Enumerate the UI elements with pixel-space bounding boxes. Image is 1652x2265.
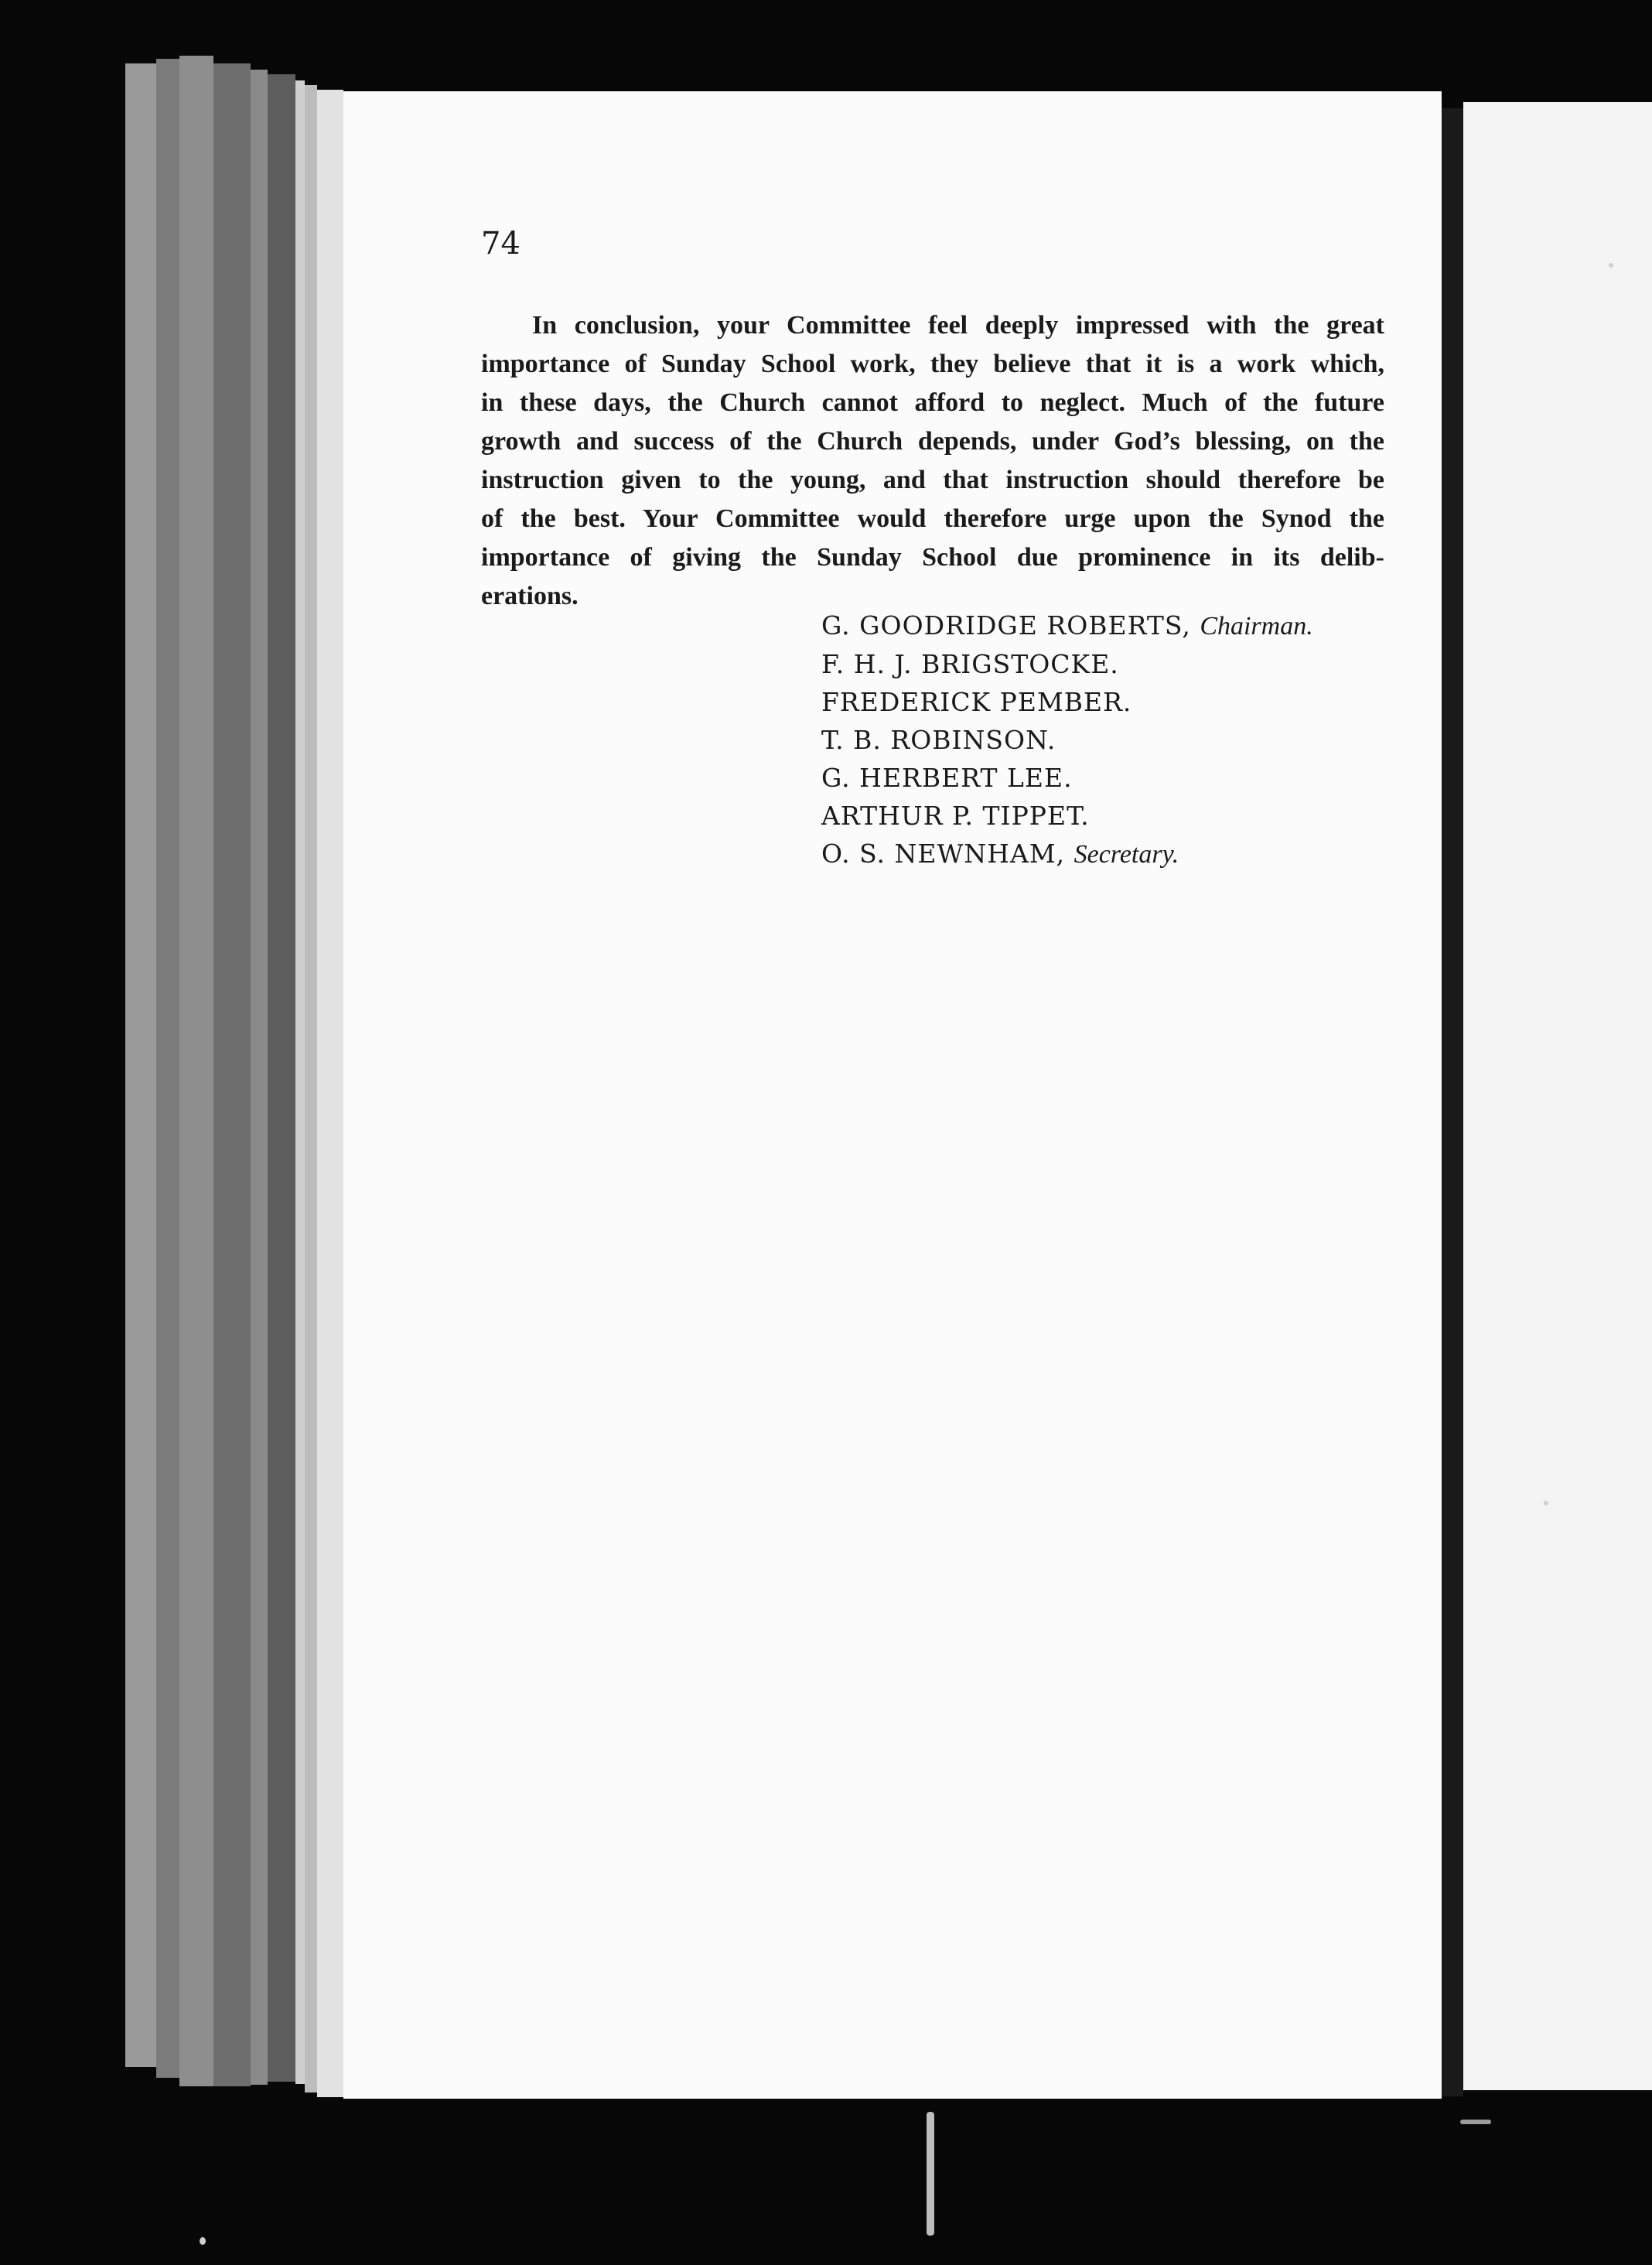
signatory xyxy=(821,721,1313,759)
paragraph-line: of the best. Your Committee would therefore urge upon the Synod the xyxy=(481,504,1384,533)
paragraph-line: importance of Sunday School work, they believe that it is a work which, xyxy=(481,350,1384,378)
signatory-name: F. H. J. BRIGSTOCKE. xyxy=(821,649,1119,679)
signatory-name: T. B. ROBINSON. xyxy=(821,725,1056,755)
page-edge xyxy=(317,90,343,2097)
signatory xyxy=(821,683,1313,721)
page-edge xyxy=(213,63,251,2086)
signatory xyxy=(821,797,1313,835)
page-edge xyxy=(295,80,305,2084)
paragraph-line: In conclusion, your Committee feel deeply impressed with the great xyxy=(532,311,1384,340)
signatory-name: FREDERICK PEMBER. xyxy=(821,687,1132,717)
book-gutter xyxy=(1442,108,1463,2096)
signatory-name: G. HERBERT LEE. xyxy=(821,763,1073,793)
signatory-role: Secretary. xyxy=(1073,840,1179,869)
signatory xyxy=(821,835,1313,873)
paragraph-line: importance of giving the Sunday School due prominence in its delib- xyxy=(481,543,1384,572)
conclusion-paragraph xyxy=(481,306,1384,616)
page-edge xyxy=(125,63,156,2067)
scan-speck xyxy=(200,2237,206,2245)
signatory-name: G. GOODRIDGE ROBERTS, xyxy=(821,610,1191,641)
paragraph-line: instruction given to the young, and that instruction should therefore be xyxy=(481,466,1384,494)
scan-speck xyxy=(1460,2120,1491,2124)
scan-speck xyxy=(1609,263,1613,268)
signatory-role: Chairman. xyxy=(1200,612,1313,641)
paragraph-line: growth and success of the Church depends, under God’s blessing, on the xyxy=(481,427,1384,456)
page-edge xyxy=(251,70,268,2085)
signatory-name: ARTHUR P. TIPPET. xyxy=(821,801,1090,831)
scan-speck xyxy=(927,2112,934,2236)
page-edge xyxy=(268,74,295,2082)
scan-speck xyxy=(1544,1501,1548,1505)
signatory xyxy=(821,759,1313,797)
signatory-name: O. S. NEWNHAM, xyxy=(821,839,1066,869)
page-edge xyxy=(179,56,213,2086)
paragraph-line: in these days, the Church cannot afford to neglect. Much of the future xyxy=(481,388,1384,417)
page-edge xyxy=(305,85,317,2092)
signatory xyxy=(821,645,1313,683)
page-number: 74 xyxy=(481,226,521,261)
signature-block xyxy=(821,606,1313,873)
facing-page xyxy=(1463,102,1652,2090)
page-edge xyxy=(156,59,179,2078)
paragraph-line: erations. xyxy=(481,582,579,610)
signatory xyxy=(821,606,1313,645)
